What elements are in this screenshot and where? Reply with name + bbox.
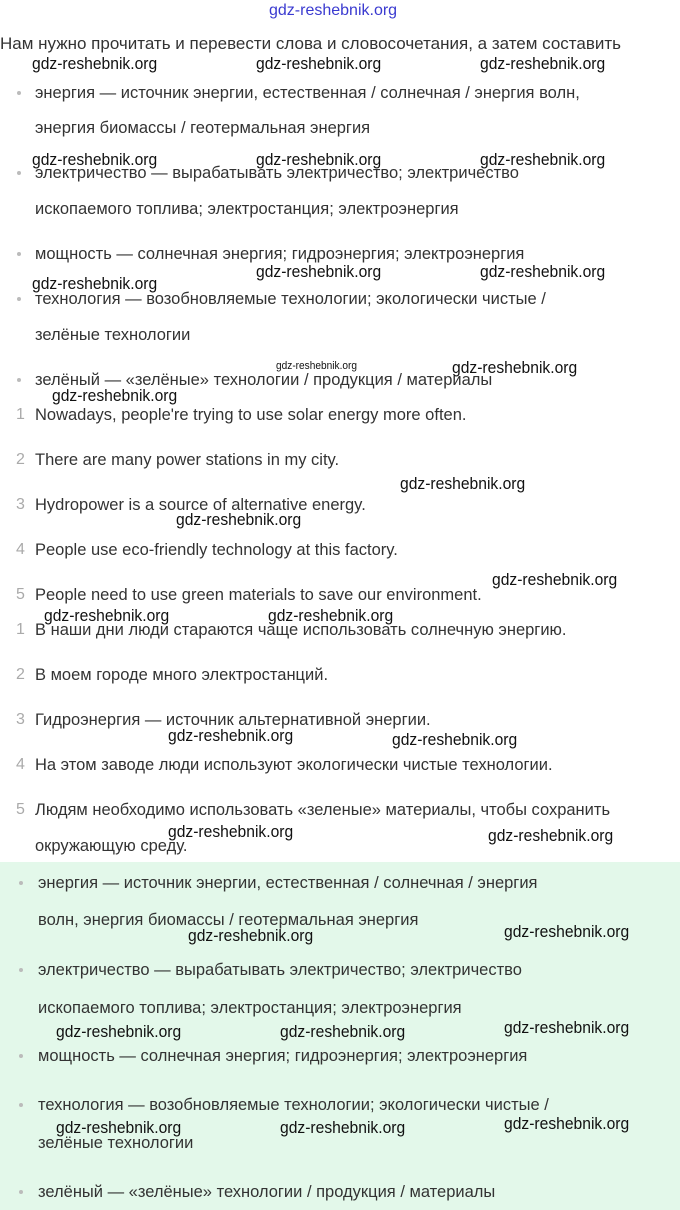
watermark: gdz-reshebnik.org [504, 1018, 630, 1037]
watermark: gdz-reshebnik.org [52, 386, 178, 405]
bullet-icon [19, 881, 23, 885]
item-number: 5 [16, 801, 25, 818]
intro-text: Нам нужно прочитать и перевести слова и словосочетания, а затем составить [0, 34, 622, 53]
vocab-item-line: мощность — солнечная энергия; гидроэнергия; электроэнергия [35, 245, 525, 263]
bullet-icon [17, 297, 21, 301]
watermark: gdz-reshebnik.org [256, 54, 382, 73]
bullet-icon [17, 252, 21, 256]
watermark: gdz-reshebnik.org [392, 730, 518, 749]
header-watermark[interactable]: gdz-reshebnik.org [269, 2, 398, 19]
vocab-item-line: электричество — вырабатывать электричество; электричество [35, 164, 519, 182]
watermark: gdz-reshebnik.org [32, 150, 158, 169]
item-number: 1 [16, 406, 25, 423]
english-sentence: Nowadays, people're trying to use solar energy more often. [35, 406, 467, 424]
watermark: gdz-reshebnik.org [480, 262, 606, 281]
watermark: gdz-reshebnik.org [168, 726, 294, 745]
watermark: gdz-reshebnik.org [480, 150, 606, 169]
watermark: gdz-reshebnik.org [280, 1118, 406, 1137]
english-sentence: There are many power stations in my city. [35, 451, 340, 469]
watermark: gdz-reshebnik.org [280, 1022, 406, 1041]
item-number: 4 [16, 541, 25, 558]
english-sentence: People need to use green materials to save our environment. [35, 586, 482, 604]
watermark: gdz-reshebnik.org [32, 274, 158, 293]
bullet-icon [17, 91, 21, 95]
russian-sentence: На этом заводе люди используют экологически чистые технологии. [35, 756, 553, 774]
watermark: gdz-reshebnik.org [256, 150, 382, 169]
vocab-item-line: энергия — источник энергии, естественная / солнечная / энергия волн, [35, 84, 580, 102]
watermark: gdz-reshebnik.org [400, 474, 526, 493]
vocab-item-line: зелёные технологии [35, 326, 191, 344]
russian-sentence: Гидроэнергия — источник альтернативной энергии. [35, 711, 431, 729]
vocab-highlight-line: волн, энергия биомассы / геотермальная энергия [38, 911, 419, 929]
watermark: gdz-reshebnik.org [32, 54, 158, 73]
vocab-item-line: энергия биомассы / геотермальная энергия [35, 119, 371, 137]
item-number: 2 [16, 451, 25, 468]
vocab-highlight-line: зелёные технологии [38, 1134, 194, 1152]
vocab-highlight-line: ископаемого топлива; электростанция; электроэнергия [38, 999, 462, 1017]
watermark: gdz-reshebnik.org [256, 262, 382, 281]
item-number: 4 [16, 756, 25, 773]
watermark: gdz-reshebnik.org [480, 54, 606, 73]
watermark: gdz-reshebnik.org [176, 510, 302, 529]
watermark: gdz-reshebnik.org [56, 1118, 182, 1137]
bullet-icon [17, 171, 21, 175]
vocab-highlight-line: мощность — солнечная энергия; гидроэнергия; электроэнергия [38, 1047, 528, 1065]
vocab-highlight-line: зелёный — «зелёные» технологии / продукция / материалы [38, 1183, 496, 1201]
bullet-icon [19, 1190, 23, 1194]
item-number: 3 [16, 496, 25, 513]
item-number: 5 [16, 586, 25, 603]
item-number: 3 [16, 711, 25, 728]
bullet-icon [19, 1054, 23, 1058]
watermark: gdz-reshebnik.org [168, 822, 294, 841]
vocab-highlight-line: электричество — вырабатывать электричество; электричество [38, 961, 522, 979]
russian-sentence: окружающую среду. [35, 837, 188, 855]
watermark: gdz-reshebnik.org [492, 570, 618, 589]
watermark: gdz-reshebnik.org [452, 358, 578, 377]
watermark: gdz-reshebnik.org [276, 360, 358, 372]
vocab-item-line: зелёный — «зелёные» технологии / продукция / материалы [35, 371, 493, 389]
english-sentence: Hydropower is a source of alternative energy. [35, 496, 366, 514]
russian-sentence: В моем городе много электростанций. [35, 666, 329, 684]
vocab-item-line: ископаемого топлива; электростанция; электроэнергия [35, 200, 459, 218]
watermark: gdz-reshebnik.org [504, 1114, 630, 1133]
vocab-highlight-line: энергия — источник энергии, естественная / солнечная / энергия [38, 874, 538, 892]
vocab-highlight-line: технология — возобновляемые технологии; экологически чистые / [38, 1096, 549, 1114]
watermark: gdz-reshebnik.org [188, 926, 314, 945]
bullet-icon [19, 1103, 23, 1107]
item-number: 1 [16, 621, 25, 638]
item-number: 2 [16, 666, 25, 683]
watermark: gdz-reshebnik.org [56, 1022, 182, 1041]
russian-sentence: В наши дни люди стараются чаще использовать солнечную энергию. [35, 621, 567, 639]
watermark: gdz-reshebnik.org [504, 922, 630, 941]
bullet-icon [17, 378, 21, 382]
vocab-item-line: технология — возобновляемые технологии; экологически чистые / [35, 290, 546, 308]
watermark: gdz-reshebnik.org [44, 606, 170, 625]
bullet-icon [19, 968, 23, 972]
watermark: gdz-reshebnik.org [488, 826, 614, 845]
watermark: gdz-reshebnik.org [268, 606, 394, 625]
russian-sentence: Людям необходимо использовать «зеленые» материалы, чтобы сохранить [35, 801, 611, 819]
english-sentence: People use eco-friendly technology at this factory. [35, 541, 398, 559]
